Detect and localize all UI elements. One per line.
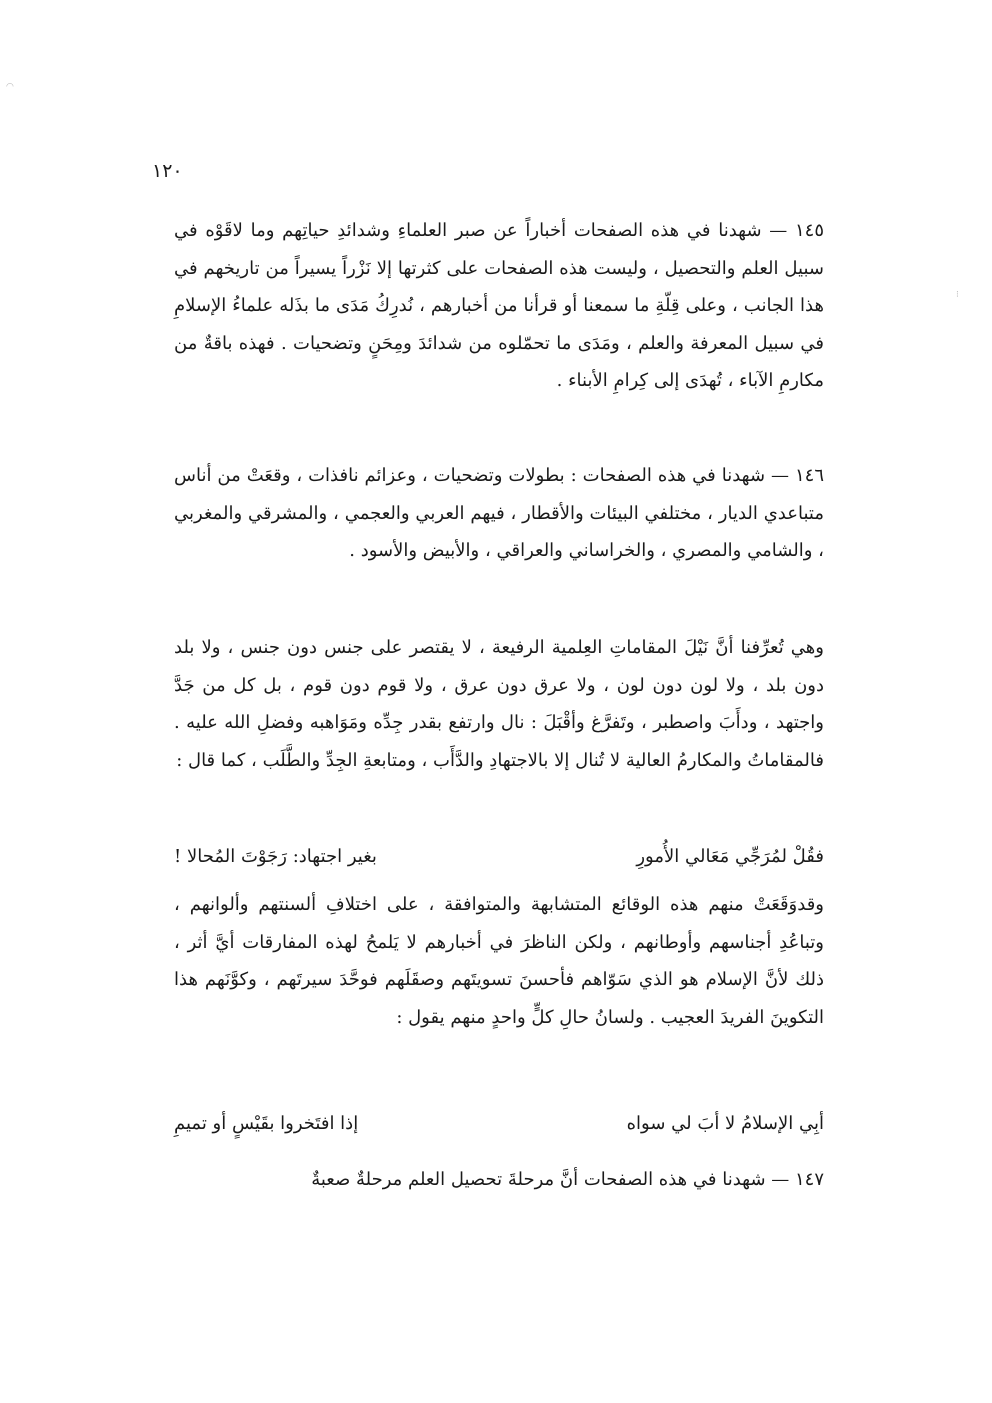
verse-second-hemistich: بغير اجتهاد: رَجَوْتَ المُحالا ! bbox=[174, 846, 377, 867]
page-number: ١٢٠ bbox=[152, 160, 183, 182]
paragraph-unity: وقدوَقَعَتْ منهم هذه الوقائع المتشابهة والمتوافقة ، على اختلافِ ألسنتهم وألوانهم ، وتباعُدِ أجناسهم وأوطانهم ، ولكن الناظرَ في أخبارهم لا يَلمحُ لهذه المفارقات أيَّ أثر ، ذلك لأنَّ الإسلام هو الذي سَوّاهم فأحسنَ تسويتَهم وصقَلَهم فوحَّدَ سيرتَهم ، وكوَّنَهم هذا التكوينَ الفريدَ العجيب . ولسانُ حالِ كلٍّ واحدٍ منهم يقول : bbox=[174, 894, 824, 1028]
margin-mark: ◠ bbox=[6, 82, 14, 92]
margin-mark: ⁝ bbox=[956, 290, 959, 300]
verse-first-hemistich: فقُلْ لمُرَجِّي مَعَالي الأُمورِ bbox=[636, 846, 824, 867]
paragraph-145: ١٤٥ — شهدنا في هذه الصفحات أخباراً عن صبر العلماءِ وشدائدِ حياتِهم وما لاقَوْه في سبيل العلم والتحصيل ، وليست هذه الصفحات على كثرتها إلا نَزْراً يسيراً من تاريخهم في هذا الجانب ، وعلى قِلّةِ ما سمعنا أو قرأنا من أخبارهم ، نُدرِكُ مَدَى ما بذَله علماءُ الإسلامِ في سبيل المعرفة والعلم ، ومَدَى ما تحمّلوه من شدائدَ ومِحَنٍ وتضحيات . فهذه باقةٌ من مكارمِ الآباء ، تُهدَى إلى كِرامِ الأبناء . bbox=[174, 220, 824, 391]
verse-first-hemistich: أبِي الإسلامُ لا أبَ لي سواه bbox=[626, 1113, 824, 1134]
poetry-verse bbox=[174, 838, 824, 875]
paragraph-147: ١٤٧ — شهدنا في هذه الصفحات أنَّ مرحلةَ تحصيل العلم مرحلةٌ صعبةٌ bbox=[311, 1169, 824, 1190]
paragraph-146: ١٤٦ — شهدنا في هذه الصفحات : بطولات وتضحيات ، وعزائم نافذات ، وقعَتْ من أناس متباعدي الديار ، مختلفي البيئات والأقطار ، فيهم العربي والعجمي ، والمشرقي والمغربي ، والشامي والمصري ، والخراساني والعراقي ، والأبيض والأسود . bbox=[174, 465, 824, 561]
poetry-verse bbox=[174, 1105, 824, 1142]
verse-second-hemistich: إذا افتَخروا بقَيْسٍ أو تميمِ bbox=[174, 1113, 359, 1134]
paragraph-achievement: وهي تُعرِّفنا أنَّ نَيْلَ المقاماتِ العِلمية الرفيعة ، لا يقتصر على جنس دون جنس ، ولا بلد دون بلد ، ولا لون دون لون ، ولا عرق دون عرق ، ولا قوم دون قوم ، بل كل من جَدَّ واجتهد ، ودأَبَ واصطبر ، وتَفرَّغ وأقْبَلَ : نال وارتفع بقدر جِدِّه ومَوَاهبه وفضلِ الله عليه . فالمقاماتُ والمكارمُ العالية لا تُنال إلا بالاجتهادِ والدَّأَب ، ومتابعةِ الجِدِّ والطَّلَب ، كما قال : bbox=[174, 637, 824, 771]
